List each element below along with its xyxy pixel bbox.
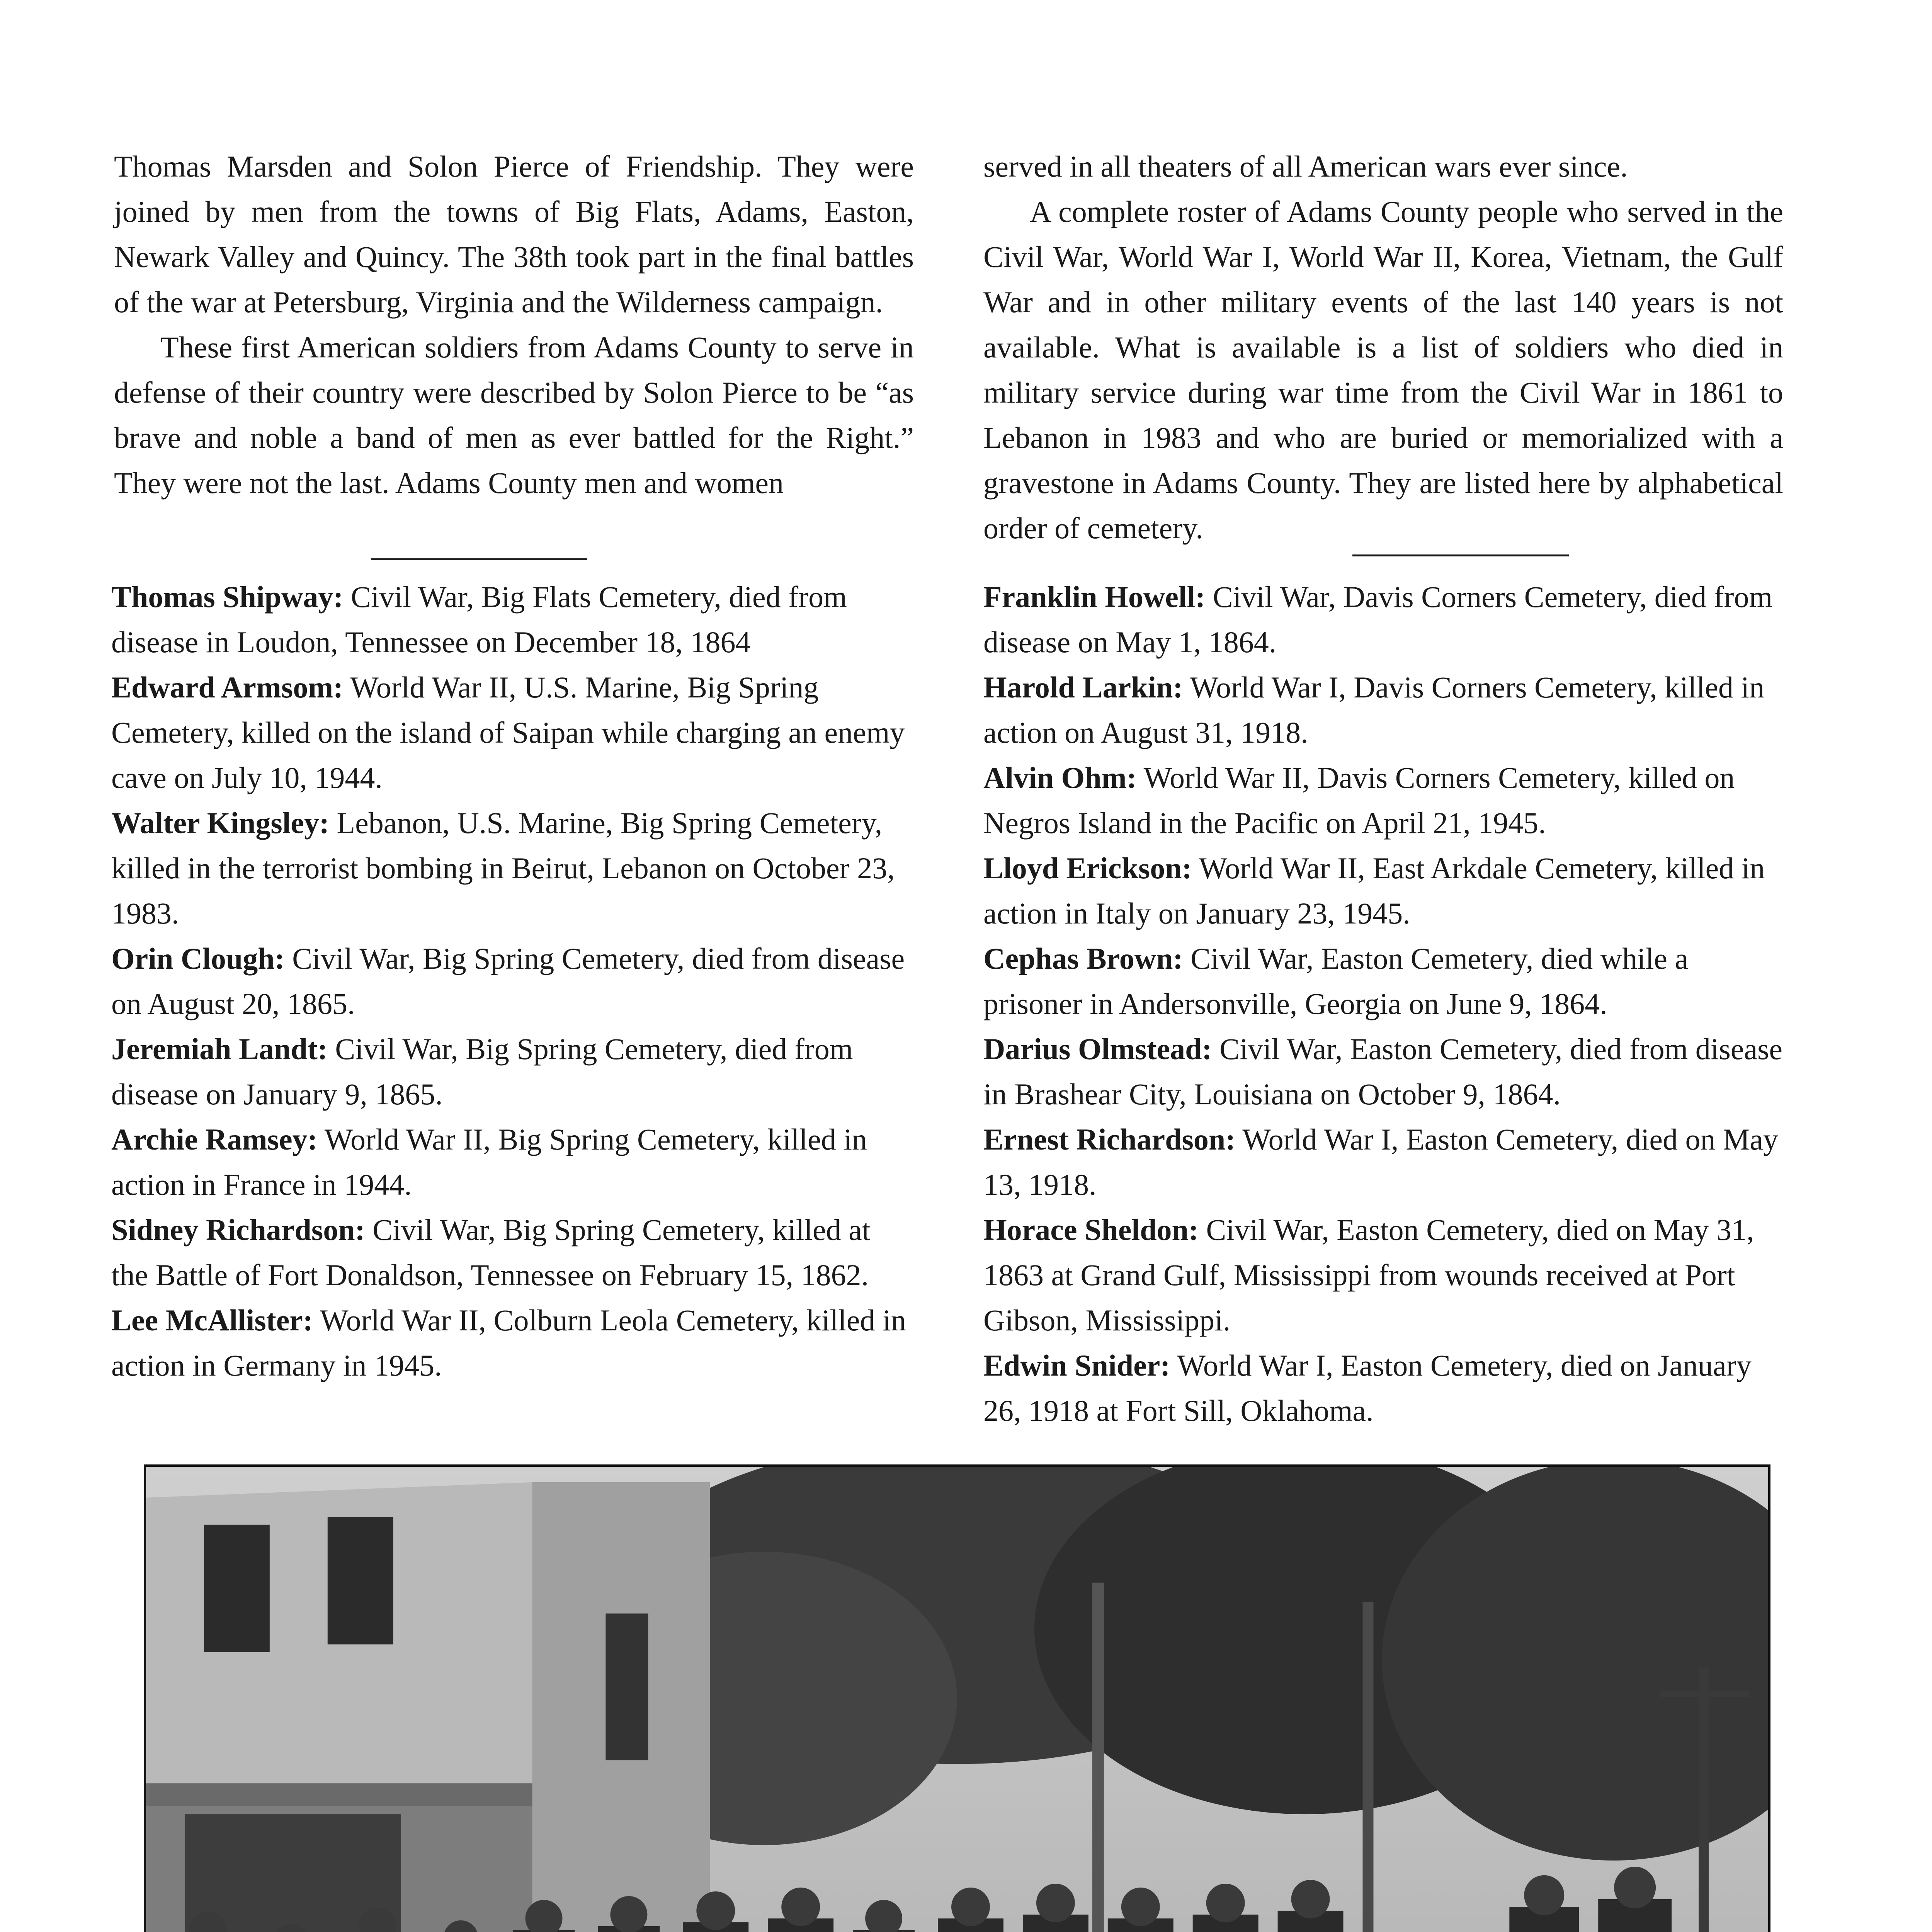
soldier-name: Horace Sheldon: — [983, 1213, 1199, 1247]
roster-entry — [111, 936, 911, 1026]
roster-entry — [983, 1207, 1783, 1343]
soldier-name: Darius Olmstead: — [983, 1032, 1212, 1066]
soldier-details: World War II, East Arkdale Cemetery, killed in action in Italy on January 23, 1945. — [983, 851, 1765, 930]
roster-entry — [111, 665, 911, 800]
veterans-photograph — [144, 1464, 1770, 1932]
soldier-name: Archie Ramsey: — [111, 1122, 318, 1156]
soldier-details: World War I, Easton Cemetery, died on May 13, 1918. — [983, 1122, 1779, 1201]
roster-entry — [983, 936, 1783, 1026]
soldier-details: Civil War, Big Spring Cemetery, killed at the Battle of Fort Donaldson, Tennessee on February 15, 1862. — [111, 1213, 871, 1292]
roster-entry — [111, 574, 911, 665]
soldier-name: Lloyd Erickson: — [983, 851, 1192, 885]
soldier-name: Jeremiah Landt: — [111, 1032, 328, 1066]
soldier-details: World War I, Davis Corners Cemetery, killed in action on August 31, 1918. — [983, 670, 1764, 749]
roster-entry — [983, 755, 1783, 845]
soldier-details: World War II, Davis Corners Cemetery, killed on Negros Island in the Pacific on April 21, 1945. — [983, 761, 1735, 840]
soldier-name: Sidney Richardson: — [111, 1213, 365, 1247]
roster-entry — [983, 845, 1783, 936]
soldier-details: Civil War, Easton Cemetery, died from disease in Brashear City, Louisiana on October 9, 1864. — [983, 1032, 1783, 1111]
intro-left-column — [114, 144, 914, 505]
roster-entry — [983, 665, 1783, 755]
soldier-details: Civil War, Big Spring Cemetery, died from disease on January 9, 1865. — [111, 1032, 853, 1111]
section-divider — [371, 558, 587, 560]
roster-right-column — [983, 574, 1783, 1433]
roster-entry — [111, 1298, 911, 1388]
soldier-name: Alvin Ohm: — [983, 761, 1137, 794]
soldier-name: Thomas Shipway: — [111, 580, 344, 614]
soldier-details: World War II, Big Spring Cemetery, killed in action in France in 1944. — [111, 1122, 867, 1201]
soldier-details: Civil War, Big Spring Cemetery, died from disease on August 20, 1865. — [111, 942, 905, 1020]
soldier-name: Ernest Richardson: — [983, 1122, 1236, 1156]
soldier-details: Civil War, Easton Cemetery, died on May 31, 1863 at Grand Gulf, Mississippi from wounds received at Port Gibson, Mississippi. — [983, 1213, 1754, 1337]
photo-illustration — [146, 1467, 1768, 1932]
soldier-name: Lee McAllister: — [111, 1303, 313, 1337]
soldier-details: World War II, U.S. Marine, Big Spring Cemetery, killed on the island of Saipan while charging an enemy cave on July 10, 1944. — [111, 670, 905, 794]
soldier-name: Walter Kingsley: — [111, 806, 330, 840]
intro-paragraph: Thomas Marsden and Solon Pierce of Friendship. They were joined by men from the towns of Big Flats, Adams, Easton, Newark Valley and Quincy. The 38th took part in the final battles of the war at Petersburg, Virginia and the Wilderness campaign. — [114, 150, 914, 319]
soldier-details: World War II, Colburn Leola Cemetery, killed in action in Germany in 1945. — [111, 1303, 906, 1382]
soldier-name: Orin Clough: — [111, 942, 285, 975]
soldier-details: Civil War, Easton Cemetery, died while a prisoner in Andersonville, Georgia on June 9, 1864. — [983, 942, 1689, 1020]
section-divider — [1352, 554, 1569, 556]
roster-entry — [983, 1343, 1783, 1433]
roster-entry — [983, 1026, 1783, 1117]
soldier-name: Edward Armsom: — [111, 670, 344, 704]
roster-entry — [111, 1207, 911, 1298]
soldier-details: Civil War, Davis Corners Cemetery, died from disease on May 1, 1864. — [983, 580, 1773, 659]
roster-entry — [111, 1026, 911, 1117]
roster-left-column — [111, 574, 911, 1388]
intro-paragraph: These first American soldiers from Adams County to serve in defense of their country were described by Solon Pierce to be “as brave and noble a band of men as ever battled for the Right.” They were not the last. Adams County men and women — [114, 330, 914, 500]
soldier-details: World War I, Easton Cemetery, died on January 26, 1918 at Fort Sill, Oklahoma. — [983, 1349, 1752, 1427]
soldier-name: Harold Larkin: — [983, 670, 1183, 704]
intro-right-column — [983, 144, 1783, 551]
soldier-name: Edwin Snider: — [983, 1349, 1170, 1382]
intro-paragraph: A complete roster of Adams County people who served in the Civil War, World War I, World War II, Korea, Vietnam, the Gulf War and in other military events of the last 140 years is not available. What is available is a list of soldiers who died in military service during war time from the Civil War in 1861 to Lebanon in 1983 and who are buried or memorialized with a gravestone in Adams County. They are listed here by alphabetical order of cemetery. — [983, 195, 1783, 545]
soldier-name: Cephas Brown: — [983, 942, 1183, 975]
roster-entry — [111, 800, 911, 936]
soldier-name: Franklin Howell: — [983, 580, 1206, 614]
roster-entry — [983, 1117, 1783, 1207]
soldier-details: Lebanon, U.S. Marine, Big Spring Cemetery, killed in the terrorist bombing in Beirut, Lebanon on October 23, 1983. — [111, 806, 895, 930]
intro-paragraph: served in all theaters of all American wars ever since. — [983, 150, 1628, 183]
roster-entry — [983, 574, 1783, 665]
soldier-details: Civil War, Big Flats Cemetery, died from disease in Loudon, Tennessee on December 18, 1864 — [111, 580, 847, 659]
roster-entry — [111, 1117, 911, 1207]
